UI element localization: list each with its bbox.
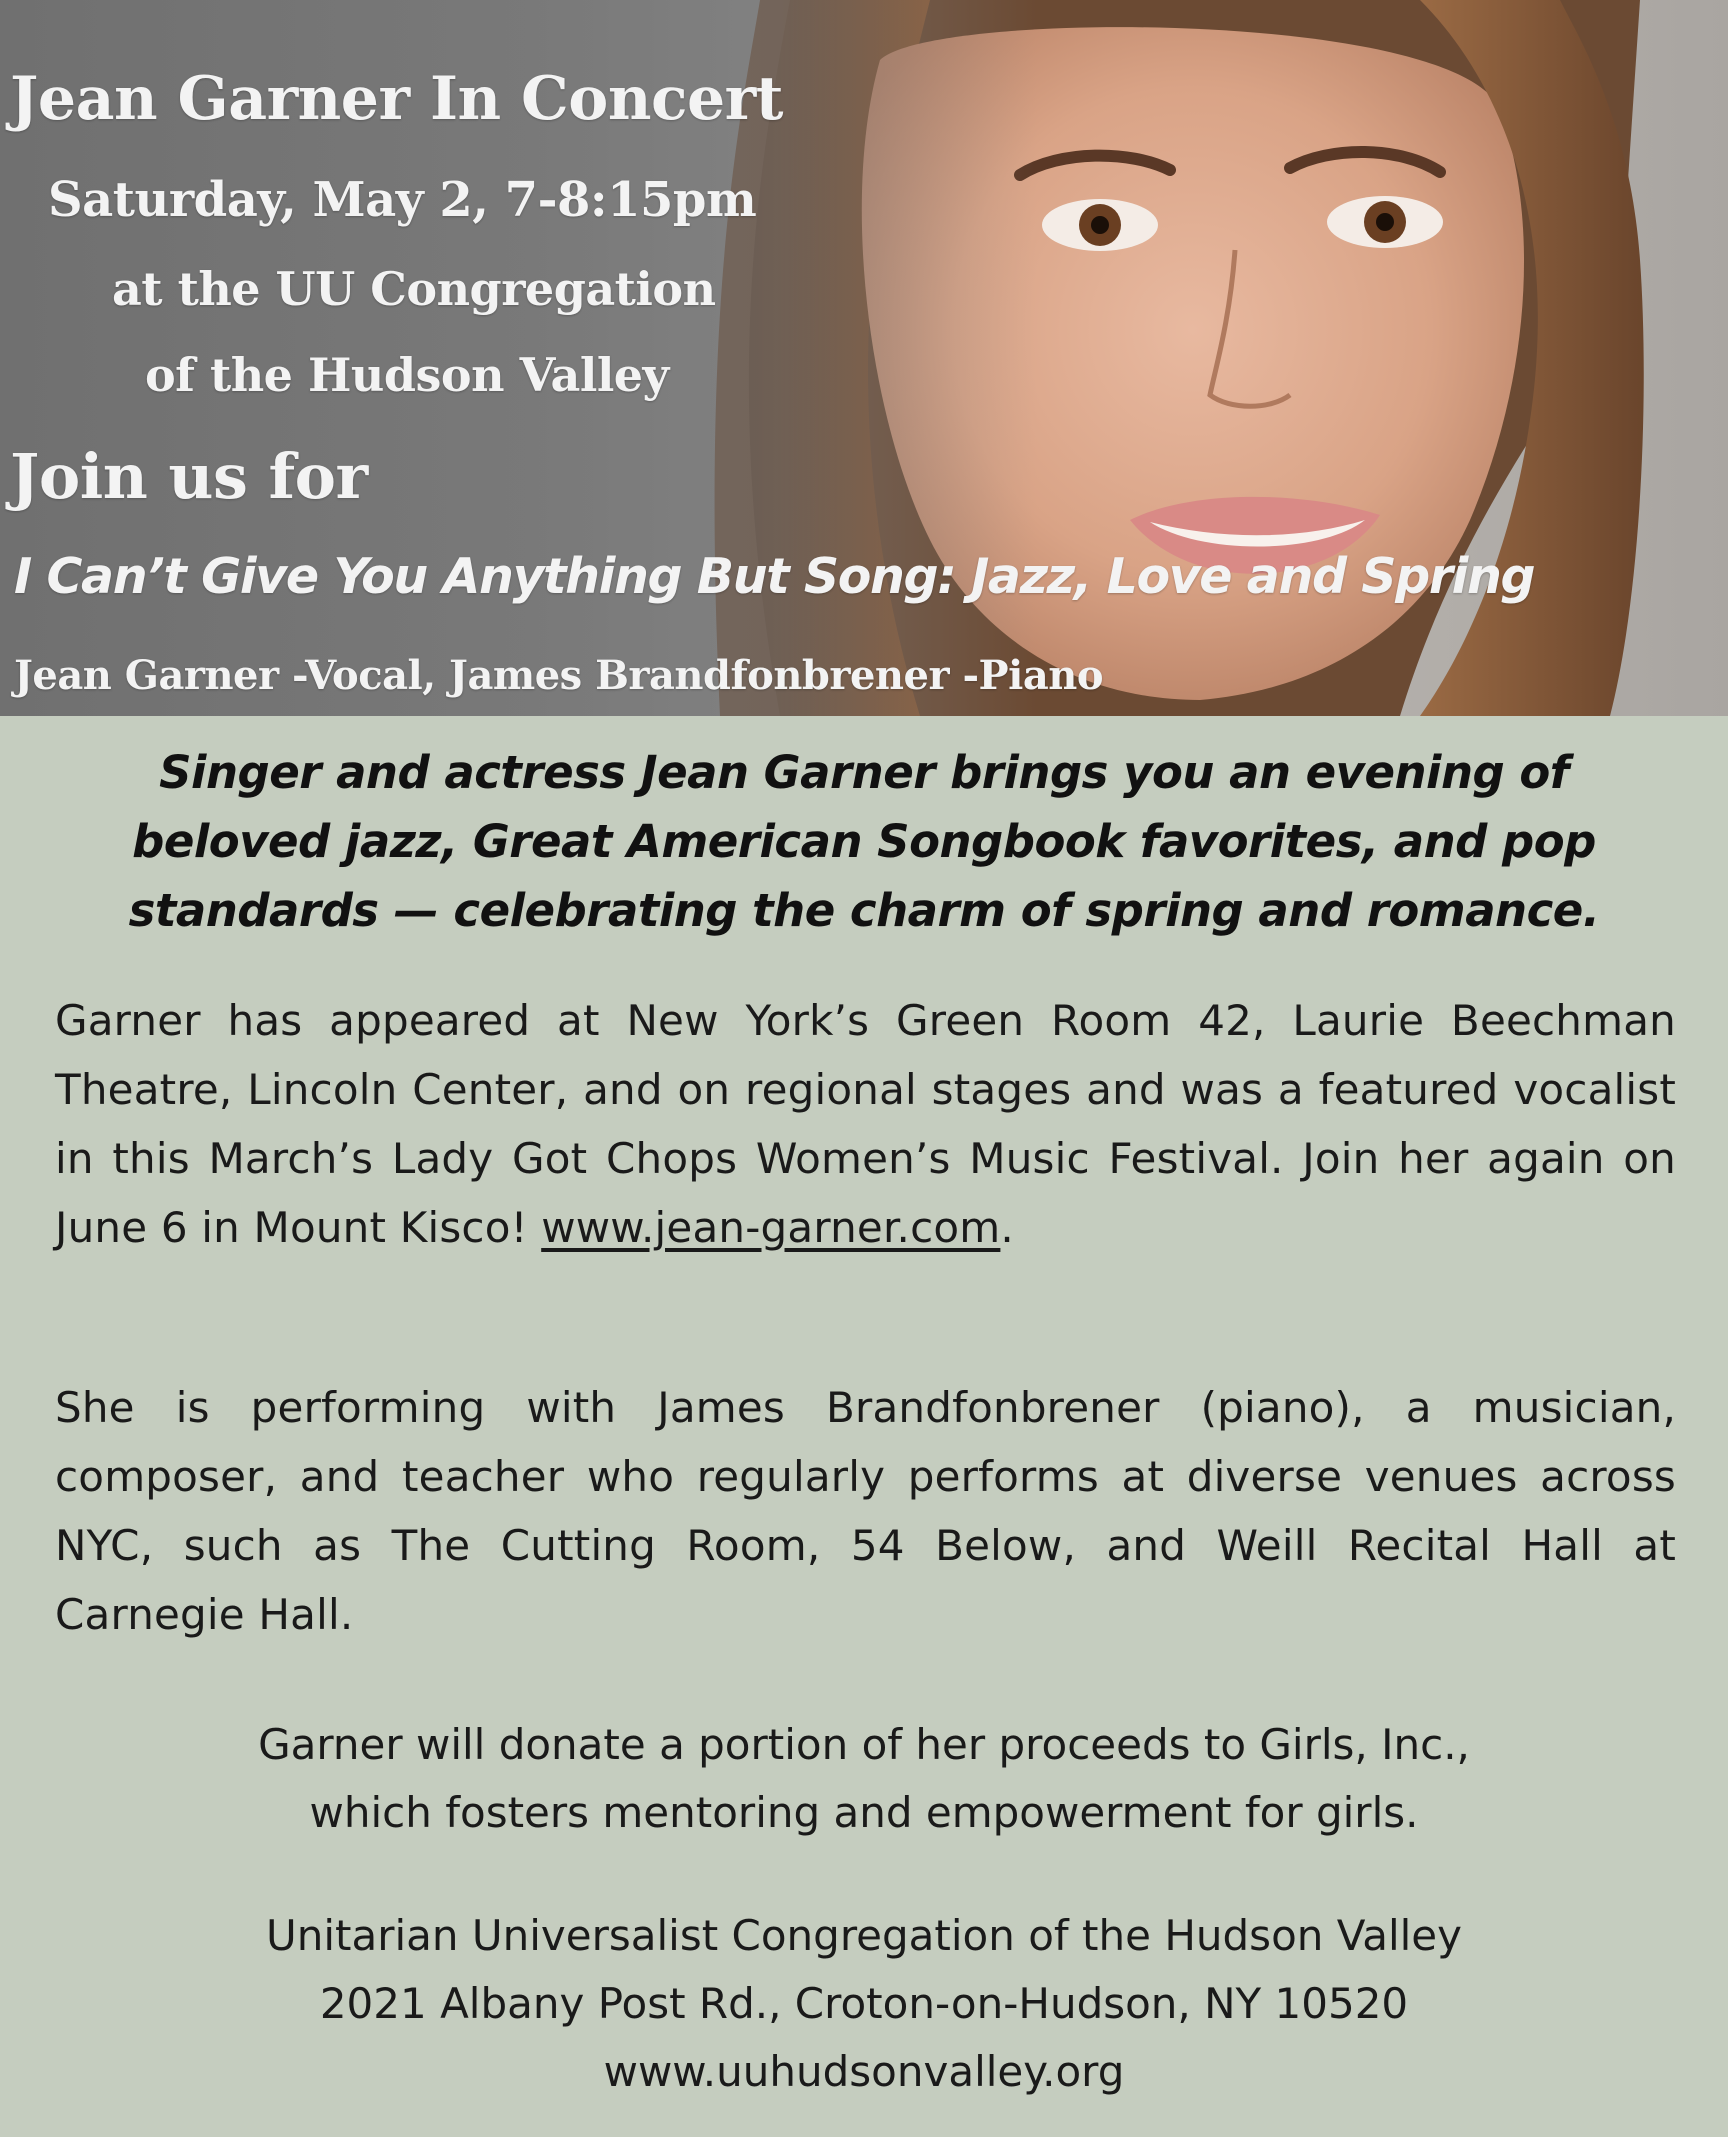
bio-text: Garner has appeared at New York’s Green Room 42, Laurie Beechman Theatre, Lincoln Center, and on regional stages and was a featured vocalist in this March’s Lady Got Chops Women’s Music Festival. Join her again on June 6 in Mount Kisco!	[55, 996, 1676, 1252]
venue-address: 2021 Albany Post Rd., Croton-on-Hudson, NY 10520	[319, 1979, 1409, 2028]
donation-line-1: Garner will donate a portion of her proceeds to Girls, Inc.,	[258, 1720, 1470, 1769]
donation-line-2: which fosters mentoring and empowerment for girls.	[309, 1788, 1419, 1837]
venue-website[interactable]: www.uuhudsonvalley.org	[603, 2047, 1125, 2096]
program-title: I Can’t Give You Anything But Song: Jazz, Love and Spring	[14, 548, 1535, 605]
venue-line-2: of the Hudson Valley	[145, 348, 669, 402]
bio-link-suffix: .	[1000, 1203, 1014, 1252]
tagline-line-3: standards — celebrating the charm of spring and romance.	[128, 884, 1600, 937]
hero-text-block	[0, 0, 1728, 716]
venue-line-1: at the UU Congregation	[112, 262, 716, 316]
singer-website-link[interactable]: www.jean-garner.com	[541, 1203, 1001, 1252]
tagline-line-2: beloved jazz, Great American Songbook favorites, and pop	[132, 815, 1596, 868]
tagline-line-1: Singer and actress Jean Garner brings you an evening of	[159, 746, 1569, 799]
venue-name: Unitarian Universalist Congregation of the Hudson Valley	[266, 1911, 1462, 1960]
venue-info	[40, 1902, 1688, 2106]
concert-date-time: Saturday, May 2, 7-8:15pm	[48, 172, 757, 228]
bio-paragraph	[55, 986, 1676, 1262]
performers-line: Jean Garner -Vocal, James Brandfonbrener -Piano	[14, 652, 1103, 699]
hero-banner	[0, 0, 1728, 716]
concert-title: Jean Garner In Concert	[10, 64, 783, 134]
pianist-paragraph: She is performing with James Brandfonbrener (piano), a musician, composer, and teacher who regularly performs at diverse venues across NYC, such as The Cutting Room, 54 Below, and Weill Recital Hall at Carnegie Hall.	[55, 1383, 1676, 1639]
join-us-heading: Join us for	[10, 440, 368, 513]
tagline	[44, 738, 1684, 945]
donation-note	[40, 1711, 1688, 1847]
